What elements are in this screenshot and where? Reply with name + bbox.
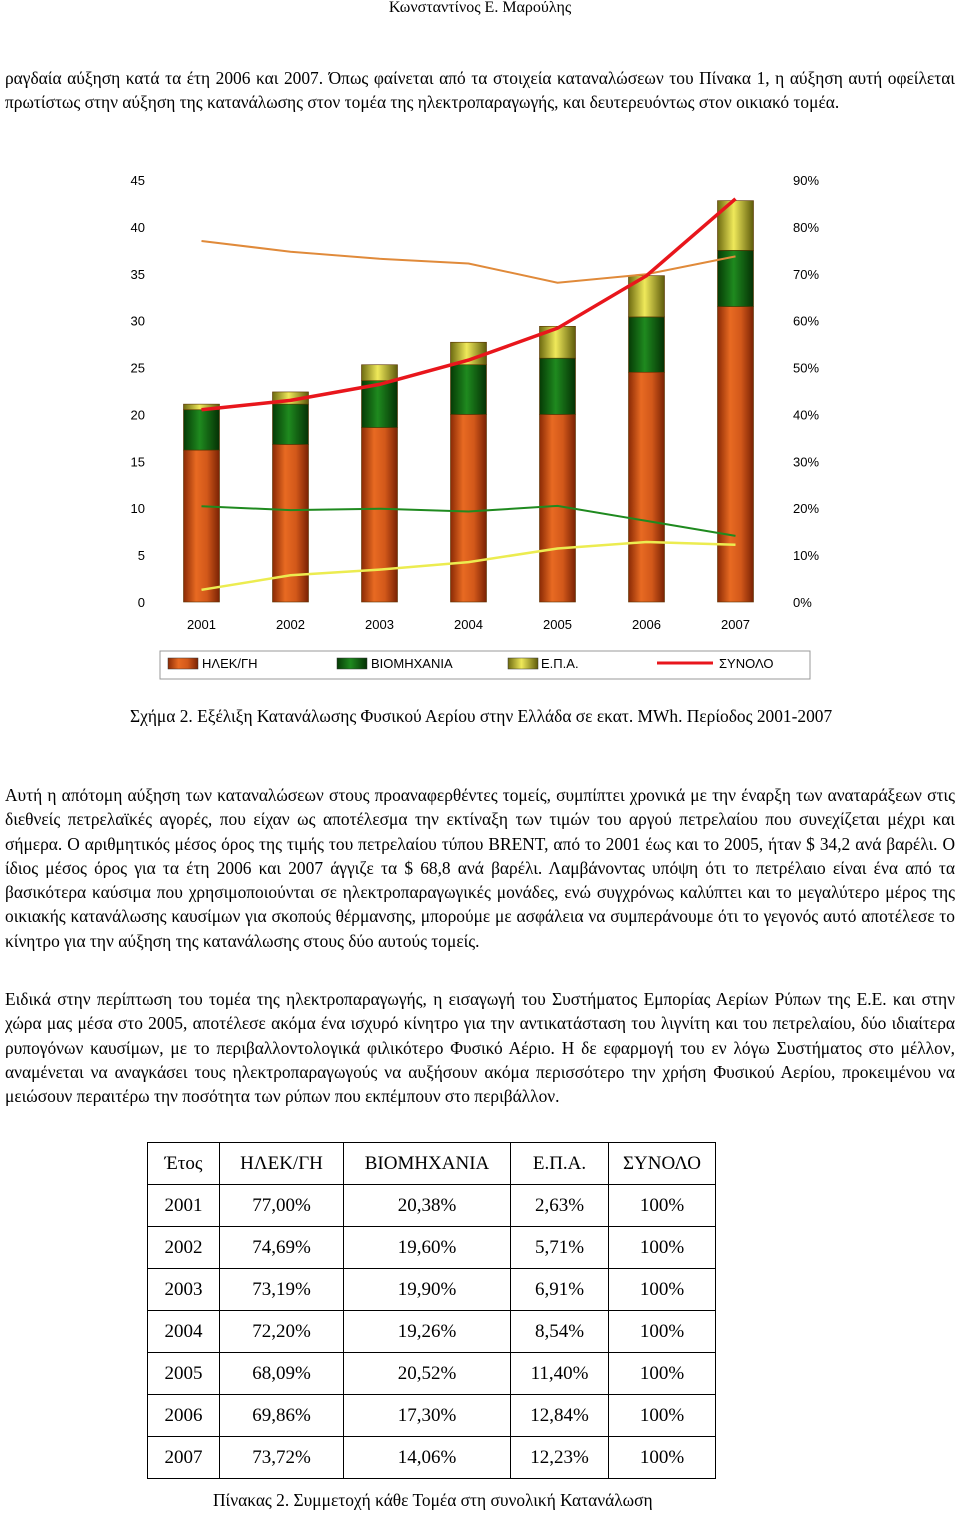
table-cell: 12,84% bbox=[511, 1395, 609, 1437]
paragraph-3: Ειδικά στην περίπτωση του τομέα της ηλεκτροπαραγωγής, η εισαγωγή του Συστήματος Εμπορίας Αερίων Ρύπων της Ε.Ε. και στην χώρα μας μέσα στο 2005, αποτέλεσε ακόμα ένα ισχυρό κίνητρο για την αντικατάσταση του λιγνίτη και του πετρελαίου, δύο ιδιαίτερα ρυπογόνων καυσίμων, με το περιβαλλοντολογικά φιλικότερο Φυσικό Αέριο. Η δε εφαρμογή του εν λόγω Συστήματος στο μέλλον, αναμένεται να αναγκάσει τους ηλεκτροπαραγωγούς να αυξήσουν ακόμα περισσότερο την χρήση Φυσικού Αερίου, προκειμένου να μειώσουν περαιτέρω την ποσότητα των ρύπων που εκπέμπουν στο περιβάλλον. bbox=[5, 989, 955, 1107]
table-cell: 19,60% bbox=[344, 1227, 511, 1269]
table-cell: 2006 bbox=[148, 1395, 220, 1437]
x-axis-tick-label: 2004 bbox=[454, 617, 483, 632]
bar-biom bbox=[451, 365, 487, 415]
table-cell: 100% bbox=[609, 1395, 716, 1437]
bar-elek bbox=[718, 307, 754, 602]
table-row bbox=[148, 1437, 716, 1479]
table-cell: 19,26% bbox=[344, 1311, 511, 1353]
right-axis-tick-label: 20% bbox=[793, 501, 820, 517]
table-row bbox=[148, 1185, 716, 1227]
x-axis-tick-label: 2007 bbox=[721, 617, 750, 632]
paragraph-2: Αυτή η απότομη αύξηση των καταναλώσεων στους προαναφερθέντες τομείς, συμπίπτει χρονικά με την έναρξη των αναταράξεων στις διεθνείς πετρελαϊκές αγορές, που είχαν ως αποτέλεσμα την εκτίναξη των τιμών του αργού πετρελαίου που συνεχίζεται μέχρι και σήμερα. Ο αριθμητικός μέσος όρος της τιμής του πετρελαίου τύπου BRENT, από το 2001 έως και το 2005, ήταν $ 34,2 ανά βαρέλι. Ο ίδιος μέσος όρος για τα έτη 2006 και 2007 άγγιζε τα $ 68,8 ανά βαρέλι. Λαμβάνοντας υπόψη ότι το πετρέλαιο είναι ένα από τα βασικότερα καύσιμα που χρησιμοποιούνται σε ηλεκτροπαραγωγικές μονάδες, ενώ συγχρόνως καλύπτει και το μεγαλύτερο μέρος της οικιακής κατανάλωσης καυσίμων για σκοπούς θέρμανσης, μπορούμε με ασφάλεια να συμπεράνουμε ότι το γεγονός αυτό αποτέλεσε το κίνητρο για την αύξηση της κατανάλωσης στους δύο αυτούς τομείς. bbox=[5, 785, 955, 951]
table-row bbox=[148, 1227, 716, 1269]
left-axis-tick-label: 0 bbox=[137, 595, 145, 610]
right-axis-tick-label: 60% bbox=[793, 313, 820, 329]
table-cell: 20,38% bbox=[344, 1185, 511, 1227]
table-cell: 8,54% bbox=[511, 1311, 609, 1353]
table-cell: 73,19% bbox=[220, 1269, 344, 1311]
legend-label: ΗΛΕΚ/ΓΗ bbox=[202, 656, 258, 671]
right-axis-tick-label: 50% bbox=[793, 360, 820, 376]
table-cell: 100% bbox=[609, 1353, 716, 1395]
table-cell: 72,20% bbox=[220, 1311, 344, 1353]
bar-epa bbox=[362, 365, 398, 381]
table-cell: 2,63% bbox=[511, 1185, 609, 1227]
bar-elek bbox=[629, 372, 665, 602]
right-axis-tick-label: 80% bbox=[793, 219, 820, 235]
left-axis-tick-label: 35 bbox=[130, 266, 145, 282]
table-cell: 100% bbox=[609, 1185, 716, 1227]
table-cell: 73,72% bbox=[220, 1437, 344, 1479]
bar-elek bbox=[184, 450, 220, 602]
table-cell: 74,69% bbox=[220, 1227, 344, 1269]
legend-swatch bbox=[337, 658, 367, 669]
page-header: Κωνσταντίνος Ε. Μαρούλης bbox=[388, 0, 572, 16]
table-cell: 69,86% bbox=[220, 1395, 344, 1437]
left-axis-tick-label: 20 bbox=[130, 407, 145, 423]
legend-swatch bbox=[168, 658, 198, 669]
chart-legend bbox=[160, 651, 810, 679]
x-axis bbox=[187, 617, 750, 632]
bar-biom bbox=[540, 358, 576, 414]
table-header-cell: ΣΥΝΟΛΟ bbox=[609, 1143, 716, 1185]
table-header-cell: Ε.Π.Α. bbox=[511, 1143, 609, 1185]
right-axis-tick-label: 90% bbox=[793, 173, 820, 188]
table-cell: 2007 bbox=[148, 1437, 220, 1479]
table-cell: 12,23% bbox=[511, 1437, 609, 1479]
legend-label: Ε.Π.Α. bbox=[541, 656, 579, 671]
figure-caption: Σχήμα 2. Εξέλιξη Κατανάλωσης Φυσικού Αερίου στην Ελλάδα σε εκατ. MWh. Περίοδος 2001-2007 bbox=[130, 706, 833, 726]
table-cell: 2005 bbox=[148, 1353, 220, 1395]
x-axis-tick-label: 2005 bbox=[543, 617, 572, 632]
left-axis-tick-label: 30 bbox=[130, 313, 145, 329]
right-axis-tick-label: 70% bbox=[793, 266, 820, 282]
table-cell: 17,30% bbox=[344, 1395, 511, 1437]
table-cell: 20,52% bbox=[344, 1353, 511, 1395]
legend-label: ΣΥΝΟΛΟ bbox=[719, 656, 774, 671]
table-cell: 19,90% bbox=[344, 1269, 511, 1311]
left-axis bbox=[131, 173, 145, 610]
bar-biom bbox=[273, 404, 309, 444]
right-axis-tick-label: 40% bbox=[793, 407, 820, 423]
left-axis-tick-label: 45 bbox=[130, 173, 145, 188]
bar-elek bbox=[362, 428, 398, 602]
table-cell: 2004 bbox=[148, 1311, 220, 1353]
left-axis-tick-label: 40 bbox=[130, 219, 145, 235]
left-axis-tick-label: 25 bbox=[130, 360, 145, 376]
table-cell: 100% bbox=[609, 1311, 716, 1353]
table-cell: 100% bbox=[609, 1269, 716, 1311]
share-table bbox=[147, 1142, 716, 1479]
table-cell: 2001 bbox=[148, 1185, 220, 1227]
intro-paragraph: ραγδαία αύξηση κατά τα έτη 2006 και 2007. Όπως φαίνεται από τα στοιχεία καταναλώσεων του Πίνακα 1, η αύξηση αυτή οφείλεται πρωτίστως στην αύξηση της κατανάλωσης στον τομέα της ηλεκτροπαραγωγής, και δευτερευόντως στον οικιακό τομέα. bbox=[5, 68, 955, 113]
table-cell: 11,40% bbox=[511, 1353, 609, 1395]
table-cell: 100% bbox=[609, 1437, 716, 1479]
table-header-cell: Έτος bbox=[148, 1143, 220, 1185]
table-cell: 68,09% bbox=[220, 1353, 344, 1395]
table-row bbox=[148, 1269, 716, 1311]
left-axis-tick-label: 5 bbox=[137, 548, 145, 564]
table-header-cell: ΗΛΕΚ/ΓΗ bbox=[220, 1143, 344, 1185]
right-axis-tick-label: 30% bbox=[793, 454, 820, 470]
table-cell: 100% bbox=[609, 1227, 716, 1269]
table-row bbox=[148, 1353, 716, 1395]
table-header-row bbox=[148, 1143, 716, 1185]
table-cell: 6,91% bbox=[511, 1269, 609, 1311]
x-axis-tick-label: 2003 bbox=[365, 617, 394, 632]
table-cell: 2003 bbox=[148, 1269, 220, 1311]
table-caption: Πίνακας 2. Συμμετοχή κάθε Τομέα στη συνολική Κατανάλωση bbox=[213, 1490, 653, 1510]
x-axis-tick-label: 2001 bbox=[187, 617, 216, 632]
x-axis-tick-label: 2002 bbox=[276, 617, 305, 632]
bar-biom bbox=[629, 317, 665, 372]
table-cell: 14,06% bbox=[344, 1437, 511, 1479]
right-axis-tick-label: 10% bbox=[793, 548, 820, 564]
x-axis-tick-label: 2006 bbox=[632, 617, 661, 632]
table-row bbox=[148, 1311, 716, 1353]
legend-label: ΒΙΟΜΗΧΑΝΙΑ bbox=[371, 656, 453, 671]
legend-swatch bbox=[508, 658, 538, 669]
table-cell: 2002 bbox=[148, 1227, 220, 1269]
right-axis bbox=[793, 173, 819, 610]
bar-biom bbox=[184, 410, 220, 450]
table-header-cell: ΒΙΟΜΗΧΑΝΙΑ bbox=[344, 1143, 511, 1185]
left-axis-tick-label: 15 bbox=[130, 454, 145, 470]
left-axis-tick-label: 10 bbox=[130, 501, 145, 517]
consumption-chart bbox=[0, 160, 960, 680]
bar-elek bbox=[451, 414, 487, 602]
right-axis-tick-label: 0% bbox=[793, 595, 812, 610]
table-cell: 5,71% bbox=[511, 1227, 609, 1269]
table-cell: 77,00% bbox=[220, 1185, 344, 1227]
table-row bbox=[148, 1395, 716, 1437]
